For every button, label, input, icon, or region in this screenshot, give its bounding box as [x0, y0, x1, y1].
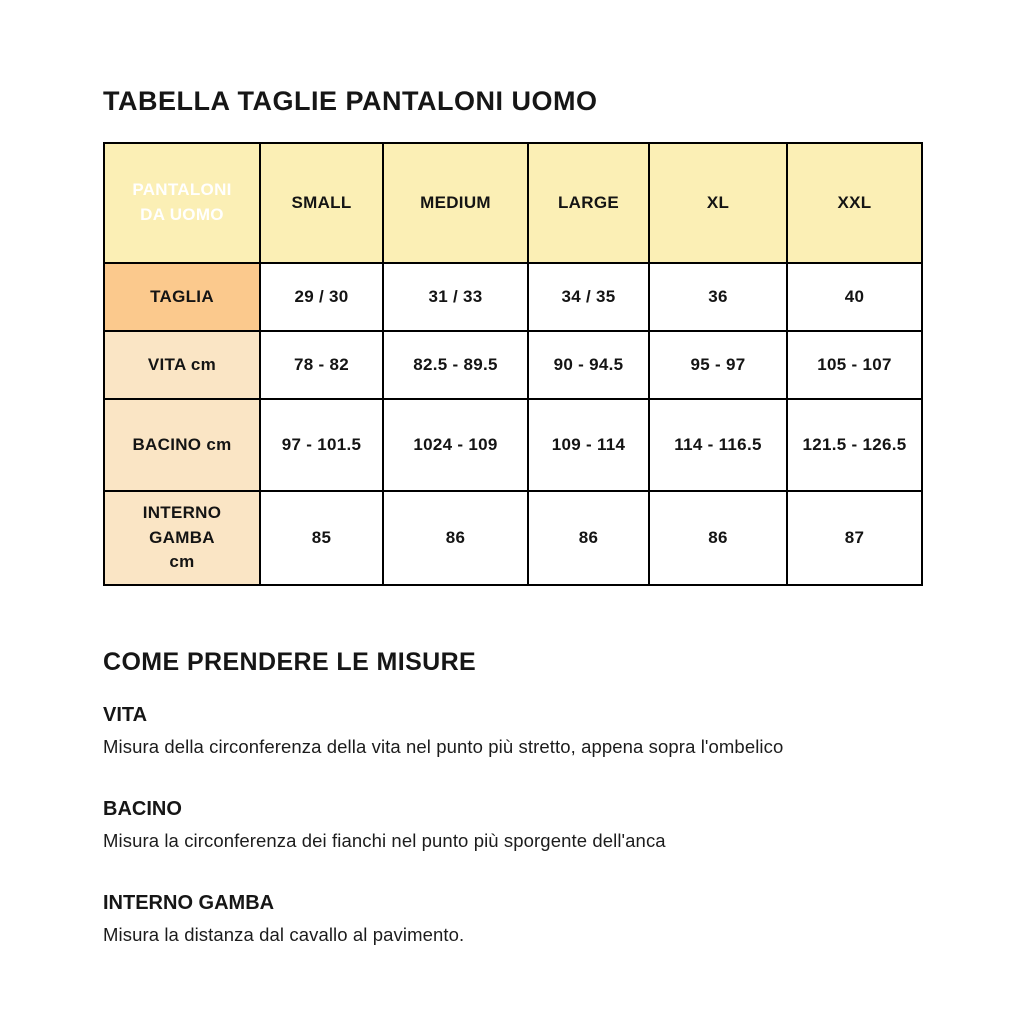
cell-vita-small: 78 - 82	[260, 331, 383, 399]
section-description-interno-gamba: Misura la distanza dal cavallo al pavimento.	[103, 924, 465, 945]
cell-vita-large: 90 - 94.5	[528, 331, 649, 399]
cell-interno-small: 85	[260, 491, 383, 585]
size-table-header-row	[104, 143, 922, 263]
row-label-taglia: TAGLIA	[104, 263, 260, 331]
cell-taglia-xxl: 40	[787, 263, 922, 331]
section-description-vita: Misura della circonferenza della vita nel punto più stretto, appena sopra l'ombelico	[103, 736, 784, 757]
cell-taglia-xl: 36	[649, 263, 787, 331]
corner-label: PANTALONI DA UOMO	[132, 180, 232, 224]
row-label-interno-gamba	[104, 491, 260, 585]
guide-section-interno-gamba	[103, 892, 921, 946]
column-header-small: SMALL	[260, 143, 383, 263]
cell-taglia-small: 29 / 30	[260, 263, 383, 331]
column-header-xl: XL	[649, 143, 787, 263]
section-heading-vita: VITA	[103, 704, 148, 726]
cell-interno-large: 86	[528, 491, 649, 585]
column-header-xxl: XXL	[787, 143, 922, 263]
table-row-vita	[104, 331, 922, 399]
cell-bacino-xxl: 121.5 - 126.5	[787, 399, 922, 491]
guide-section-vita	[103, 704, 921, 758]
cell-bacino-large: 109 - 114	[528, 399, 649, 491]
cell-interno-xxl: 87	[787, 491, 922, 585]
cell-taglia-large: 34 / 35	[528, 263, 649, 331]
cell-vita-medium: 82.5 - 89.5	[383, 331, 528, 399]
table-row-bacino	[104, 399, 922, 491]
cell-taglia-medium: 31 / 33	[383, 263, 528, 331]
section-heading-bacino: BACINO	[103, 798, 182, 820]
cell-vita-xxl: 105 - 107	[787, 331, 922, 399]
cell-vita-xl: 95 - 97	[649, 331, 787, 399]
section-description-bacino: Misura la circonferenza dei fianchi nel punto più sporgente dell'anca	[103, 830, 666, 851]
column-header-medium: MEDIUM	[383, 143, 528, 263]
table-row-taglia	[104, 263, 922, 331]
cell-bacino-medium: 1024 - 109	[383, 399, 528, 491]
cell-interno-xl: 86	[649, 491, 787, 585]
row-label-bacino: BACINO cm	[104, 399, 260, 491]
cell-bacino-small: 97 - 101.5	[260, 399, 383, 491]
measure-guide-title: COME PRENDERE LE MISURE	[103, 648, 477, 676]
corner-cell	[104, 143, 260, 263]
row-label-interno-gamba-text: INTERNO GAMBA cm	[142, 503, 222, 572]
cell-interno-medium: 86	[383, 491, 528, 585]
row-label-vita: VITA cm	[104, 331, 260, 399]
size-table	[103, 142, 923, 586]
cell-bacino-xl: 114 - 116.5	[649, 399, 787, 491]
page-title: TABELLA TAGLIE PANTALONI UOMO	[103, 86, 598, 116]
guide-section-bacino	[103, 798, 921, 852]
column-header-large: LARGE	[528, 143, 649, 263]
section-heading-interno-gamba: INTERNO GAMBA	[103, 892, 275, 914]
table-row-interno-gamba	[104, 491, 922, 585]
